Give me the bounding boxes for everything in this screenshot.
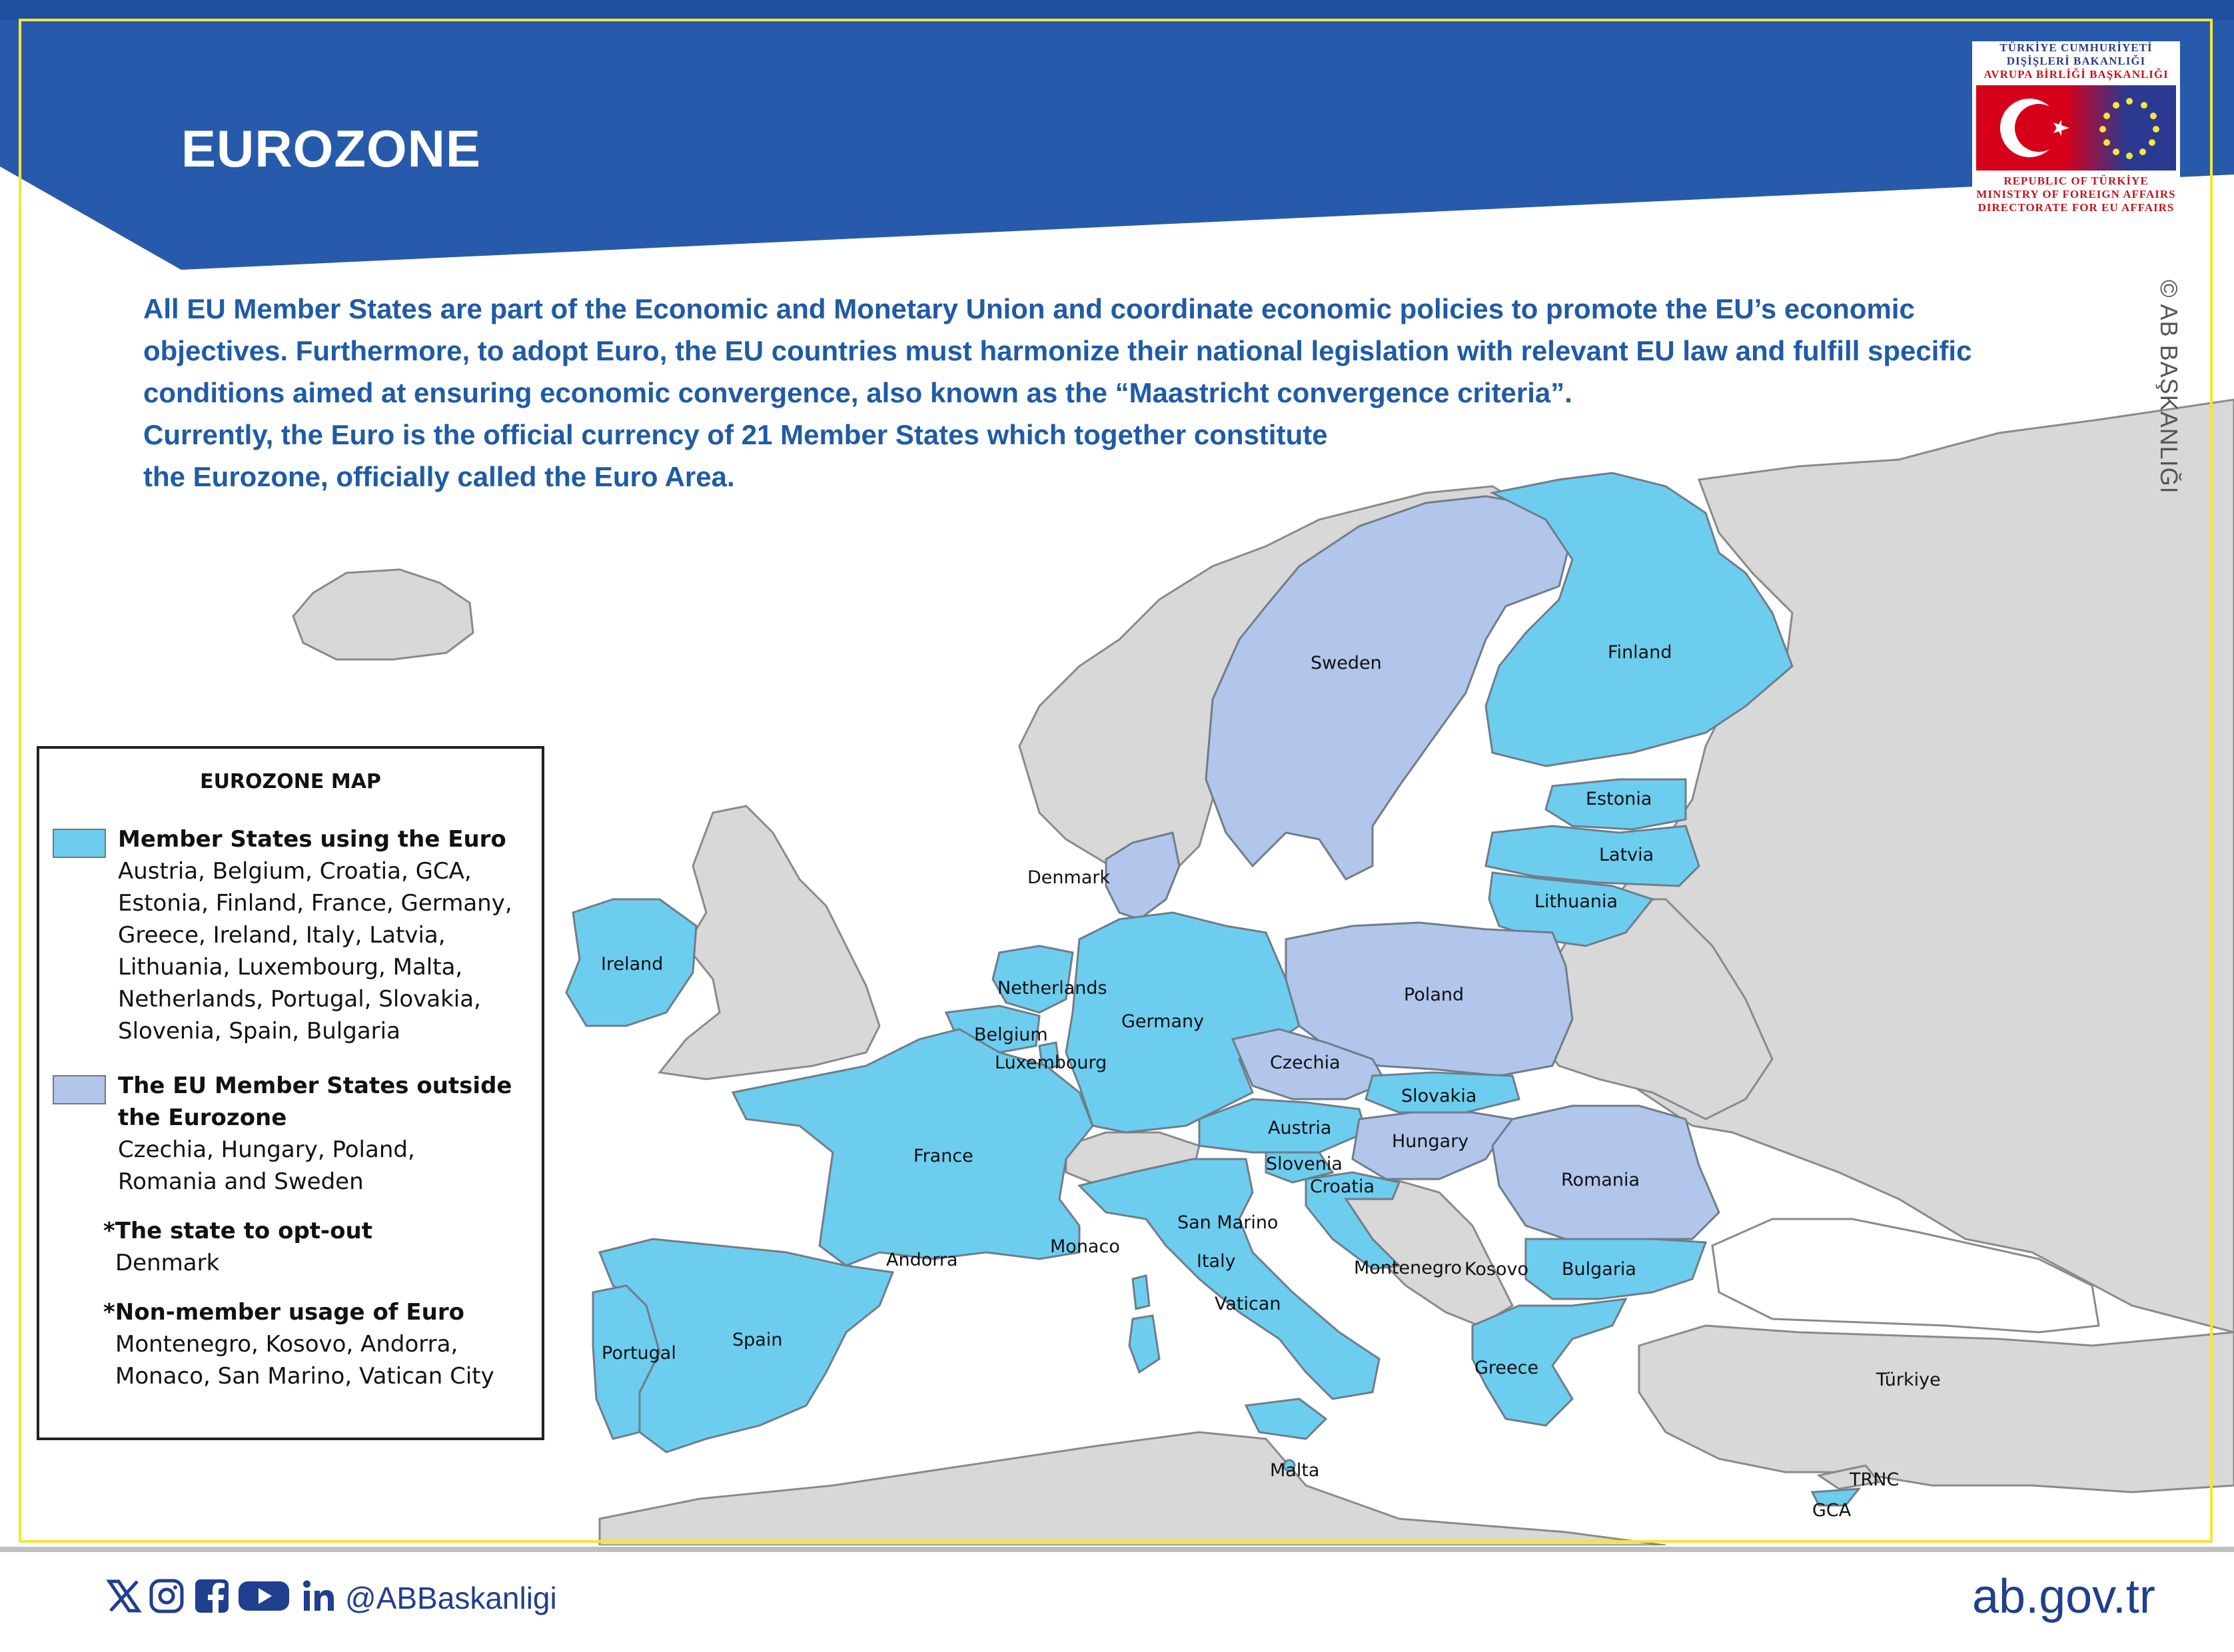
label-poland: Poland — [1404, 985, 1464, 1005]
label-romania: Romania — [1561, 1170, 1640, 1190]
youtube-icon[interactable] — [237, 1577, 290, 1615]
label-croatia: Croatia — [1310, 1176, 1375, 1197]
label-gca: GCA — [1812, 1500, 1852, 1521]
label-hungary: Hungary — [1392, 1131, 1469, 1152]
label-trnc: TRNC — [1850, 1469, 1900, 1490]
label-bulgaria: Bulgaria — [1562, 1259, 1636, 1280]
intro-paragraph-2-line-2: the Eurozone, officially called the Euro Area. — [143, 461, 735, 492]
label-andorra: Andorra — [886, 1250, 958, 1270]
label-montenegro: Montenegro — [1354, 1258, 1462, 1278]
legend-noneuro-heading-1: The EU Member States outside — [118, 1072, 512, 1099]
label-kosovo: Kosovo — [1464, 1259, 1528, 1280]
legend-euro-line-6: Slovenia, Spain, Bulgaria — [118, 1018, 400, 1044]
label-san-marino: San Marino — [1177, 1212, 1279, 1233]
flag-emblem-icon — [1976, 85, 2176, 171]
label-spain: Spain — [732, 1330, 783, 1350]
label-slovakia: Slovakia — [1401, 1086, 1477, 1106]
map-legend — [37, 746, 544, 1440]
noneuro-swatch — [53, 1075, 106, 1104]
facebook-icon[interactable] — [193, 1577, 231, 1615]
label-finland: Finland — [1608, 642, 1672, 663]
logo-top-line-1: TÜRKİYE CUMHURİYETİ — [1999, 41, 2153, 54]
legend-euro-line-5: Netherlands, Portugal, Slovakia, — [118, 986, 481, 1013]
label-sweden: Sweden — [1311, 653, 1382, 673]
logo-bottom-line-3: DIRECTORATE FOR EU AFFAIRS — [1977, 201, 2175, 214]
legend-optout-text: Denmark — [115, 1250, 220, 1276]
logo-top-line-2: DIŞİŞLERİ BAKANLIĞI — [2006, 55, 2146, 67]
ministry-logo — [1972, 41, 2180, 268]
intro-text — [143, 288, 2009, 498]
page-title: EUROZONE — [181, 119, 482, 178]
label-slovenia: Slovenia — [1266, 1154, 1343, 1174]
legend-euro-line-1: Austria, Belgium, Croatia, GCA, — [118, 858, 472, 885]
website-link[interactable]: ab.gov.tr — [1972, 1570, 2155, 1623]
logo-bottom-line-1: REPUBLIC OF TÜRKİYE — [2003, 175, 2149, 187]
legend-nonmember-line-1: Montenegro, Kosovo, Andorra, — [115, 1331, 458, 1358]
legend-title: EUROZONE MAP — [200, 770, 381, 793]
label-italy: Italy — [1197, 1251, 1236, 1272]
legend-nonmember-line-2: Monaco, San Marino, Vatican City — [115, 1363, 494, 1390]
logo-bottom-line-2: MINISTRY OF FOREIGN AFFAIRS — [1976, 188, 2176, 201]
legend-euro-heading: Member States using the Euro — [118, 826, 506, 853]
intro-paragraph-2-line-1: Currently, the Euro is the official currency of 21 Member States which together constitute — [143, 419, 1328, 450]
label-belgium: Belgium — [974, 1025, 1048, 1045]
social-handle[interactable]: @ABBaskanligi — [345, 1581, 557, 1615]
label-germany: Germany — [1121, 1011, 1205, 1032]
turkiye — [1639, 1326, 2234, 1492]
legend-euro-line-4: Lithuania, Luxembourg, Malta, — [118, 954, 463, 981]
copyright-text: © AB BAŞKANLIĞI — [2155, 280, 2183, 494]
label-turkiye: Türkiye — [1876, 1370, 1941, 1390]
legend-noneuro-line-1: Czechia, Hungary, Poland, — [118, 1136, 415, 1163]
corsica — [1133, 1276, 1149, 1309]
label-austria: Austria — [1268, 1118, 1332, 1138]
euro-swatch — [53, 829, 106, 858]
x-twitter-icon[interactable] — [105, 1577, 143, 1615]
legend-euro-line-2: Estonia, Finland, France, Germany, — [118, 890, 512, 917]
label-netherlands: Netherlands — [997, 978, 1107, 999]
label-denmark: Denmark — [1027, 867, 1111, 888]
label-estonia: Estonia — [1586, 789, 1652, 809]
iceland — [293, 570, 473, 659]
label-czechia: Czechia — [1270, 1052, 1341, 1073]
legend-noneuro-heading-2: the Eurozone — [118, 1104, 287, 1131]
linkedin-icon[interactable] — [300, 1577, 337, 1615]
label-luxembourg: Luxembourg — [995, 1052, 1107, 1073]
intro-paragraph-1: All EU Member States are part of the Economic and Monetary Union and coordinate economic policies to promote the EU’s economic objectives. Furthermore, to adopt Euro, the EU countries must harmonize their national legislation with relevant EU law and fulfill specific conditions aimed at ensuring economic convergence, also known as the “Maastricht convergence criteria”. — [143, 293, 1972, 408]
instagram-icon[interactable] — [148, 1577, 185, 1615]
label-vatican: Vatican — [1215, 1294, 1281, 1314]
label-lithuania: Lithuania — [1534, 891, 1618, 912]
label-monaco: Monaco — [1050, 1236, 1120, 1257]
label-ireland: Ireland — [601, 954, 664, 975]
label-france: France — [913, 1146, 973, 1166]
copyright-vertical — [2155, 280, 2185, 494]
legend-noneuro-line-2: Romania and Sweden — [118, 1168, 364, 1195]
legend-euro-line-3: Greece, Ireland, Italy, Latvia, — [118, 922, 446, 949]
north-africa — [600, 1432, 1666, 1545]
legend-nonmember-heading: *Non-member usage of Euro — [103, 1299, 464, 1326]
sardinia — [1129, 1316, 1159, 1372]
label-malta: Malta — [1270, 1460, 1320, 1481]
sicily — [1246, 1399, 1326, 1439]
legend-optout-heading: *The state to opt-out — [103, 1218, 372, 1244]
label-latvia: Latvia — [1599, 845, 1654, 865]
label-portugal: Portugal — [602, 1343, 676, 1364]
logo-top-line-3: AVRUPA BİRLİĞİ BAŞKANLIĞI — [1983, 68, 2169, 81]
label-greece: Greece — [1474, 1358, 1539, 1378]
